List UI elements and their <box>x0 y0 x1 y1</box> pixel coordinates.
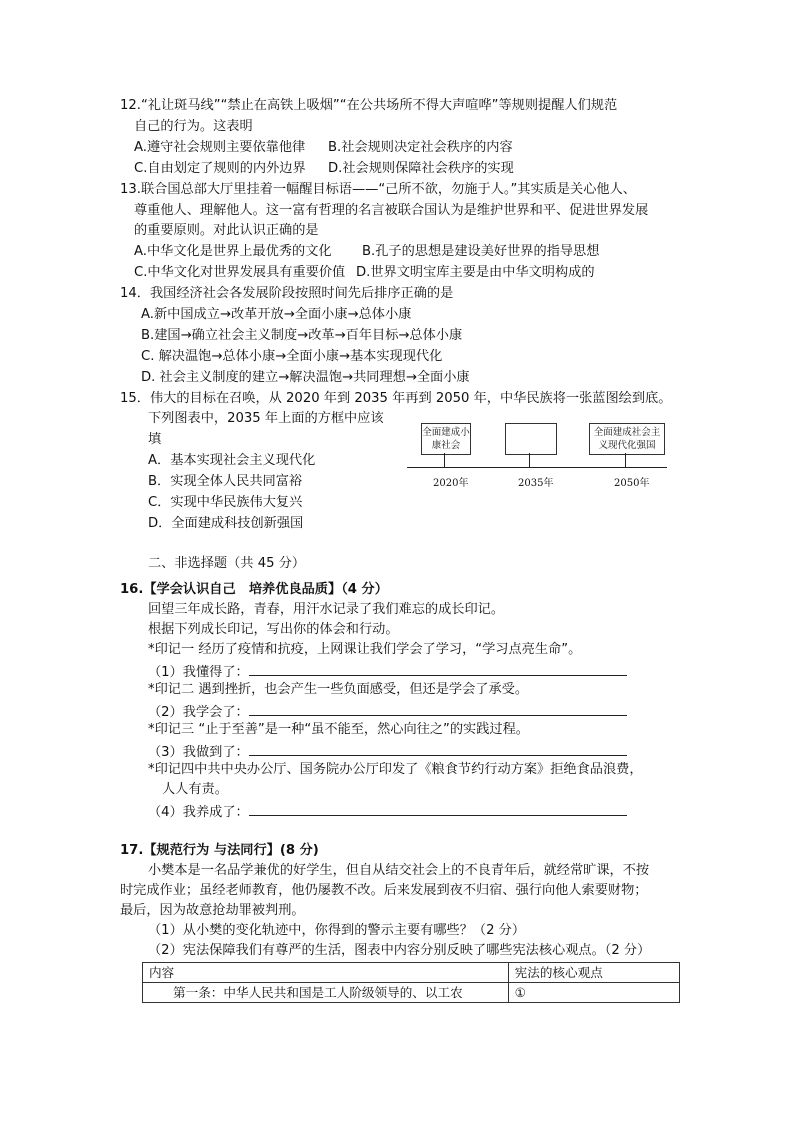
q14-option-a: A.新中国成立→改革开放→全面小康→总体小康 <box>141 307 412 322</box>
q12-stem-line2: 自己的行为。这表明 <box>134 119 253 134</box>
q17-para-line2: 时完成作业；虽经老师教育，他仍屡教不改。后来发展到夜不归宿、强行向他人索要财物； <box>120 883 648 898</box>
timeline-year-2020: 2020年 <box>433 478 469 489</box>
q17-para-line1: 小樊本是一名品学兼优的好学生，但自从结交社会上的不良青年后，就经常旷课，不按 <box>148 863 650 878</box>
timeline-box-2050 <box>589 423 665 455</box>
q15-stem-line2: 下列图表中，2035 年上面的方框中应该 <box>148 411 384 426</box>
table-header-content: 内容 <box>143 963 509 983</box>
q14-option-d: D. 社会主义制度的建立→解决温饱→共同理想→全面小康 <box>141 370 470 385</box>
q16-answer-4-blank[interactable] <box>249 801 627 816</box>
q16-intro-line2: 根据下列成长印记，写出你的体会和行动。 <box>148 622 399 637</box>
q16-mark-4-line1: *印记四中共中央办公厅、国务院办公厅印发了《粮食节约行动方案》拒绝食品浪费， <box>148 762 643 777</box>
q16-title: 16.【学会认识自己 培养优良品质】（4 分） <box>120 582 388 597</box>
table-cell-content: 第一条：中华人民共和国是工人阶级领导的、以工农 <box>143 983 509 1003</box>
q15-option-d: D．全面建成科技创新强国 <box>148 516 304 531</box>
q12-option-d: D.社会规则保障社会秩序的实现 <box>328 161 514 176</box>
q16-mark-1: *印记一 经历了疫情和抗疫，上网课让我们学会了学习，“学习点亮生命”。 <box>148 642 582 657</box>
q15-stem-line1: 15．伟大的目标在召唤，从 2020 年到 2035 年再到 2050 年，中华民族将一张蓝图绘到底。 <box>120 391 672 406</box>
q16-answer-1-blank[interactable] <box>249 661 627 676</box>
timeline-year-2050: 2050年 <box>614 478 650 489</box>
q16-answer-4: （4）我养成了： <box>148 801 627 822</box>
q16-answer-2: （2）我学会了： <box>148 701 627 722</box>
section-2-title: 二、非选择题（共 45 分） <box>148 556 306 571</box>
q17-title: 17.【规范行为 与法同行】(8 分) <box>120 843 319 858</box>
q15-stem-line3: 填 <box>148 432 162 447</box>
q12-option-a: A.遵守社会规则主要依靠他律 <box>134 140 306 155</box>
q16-answer-1: （1）我懂得了： <box>148 661 627 682</box>
timeline-figure <box>405 420 670 492</box>
q17-sub-question-1: （1）从小樊的变化轨迹中，你得到的警示主要有哪些？（2 分） <box>148 923 526 938</box>
table-header-core-view: 宪法的核心观点 <box>508 963 679 983</box>
q13-option-a: A.中华文化是世界上最优秀的文化 <box>134 244 332 259</box>
q15-option-c: C．实现中华民族伟大复兴 <box>148 495 303 510</box>
q13-stem-line3: 的重要原则。对此认识正确的是 <box>134 223 319 238</box>
table-cell-answer[interactable]: ① <box>508 983 679 1003</box>
q16-intro-line1: 回望三年成长路，青春，用汗水记录了我们难忘的成长印记。 <box>148 602 505 617</box>
timeline-tick-2035 <box>529 453 530 467</box>
q16-answer-2-blank[interactable] <box>249 701 627 716</box>
q16-answer-3: （3）我做到了： <box>148 741 627 762</box>
q14-option-c: C. 解决温饱→总体小康→全面小康→基本实现现代化 <box>141 349 443 364</box>
q12-option-c: C.自由划定了规则的内外边界 <box>134 161 306 176</box>
timeline-axis <box>407 467 667 468</box>
table-header-row <box>143 963 680 983</box>
timeline-box-2050-text: 全面建成社会主义现代化强国 <box>593 427 661 451</box>
q13-option-b: B.孔子的思想是建设美好世界的指导思想 <box>362 244 600 259</box>
timeline-box-2020-text: 全面建成小康社会 <box>422 427 470 451</box>
q17-para-line3: 最后，因为故意抢劫罪被判刑。 <box>120 903 305 918</box>
q15-option-b: B．实现全体人民共同富裕 <box>148 474 303 489</box>
q15-option-a: A．基本实现社会主义现代化 <box>148 453 316 468</box>
q12-stem-line1: 12.“礼让斑马线”“禁止在高铁上吸烟”“在公共场所不得大声喧哗”等规则提醒人们规范 <box>120 98 618 113</box>
timeline-box-2035-blank <box>505 423 557 455</box>
q14-option-b: B.建国→确立社会主义制度→改革→百年目标→总体小康 <box>141 328 463 343</box>
timeline-tick-2020 <box>444 453 445 467</box>
timeline-box-2020 <box>421 423 471 455</box>
table-row <box>143 983 680 1003</box>
timeline-tick-2050 <box>625 453 626 467</box>
q17-sub-question-2: （2）宪法保障我们有尊严的生活，图表中内容分别反映了哪些宪法核心观点。（2 分） <box>148 943 651 958</box>
timeline-year-2035: 2035年 <box>518 478 554 489</box>
q16-mark-3: *印记三 “止于至善”是一种“虽不能至，然心向往之”的实践过程。 <box>148 722 529 737</box>
q17-constitution-table <box>142 962 680 1003</box>
q16-mark-4-line2: 人人有责。 <box>162 782 228 797</box>
q16-answer-3-blank[interactable] <box>249 741 627 756</box>
q13-stem-line2: 尊重他人、理解他人。这一富有哲理的名言被联合国认为是维护世界和平、促进世界发展 <box>134 203 649 218</box>
q16-mark-2: *印记二 遇到挫折，也会产生一些负面感受，但还是学会了承受。 <box>148 682 529 697</box>
q13-option-d: D.世界文明宝库主要是由中华文明构成的 <box>356 265 595 280</box>
q13-stem-line1: 13.联合国总部大厅里挂着一幅醒目标语——“己所不欲，勿施于人。”其实质是关心他人、 <box>120 182 636 197</box>
q14-stem: 14．我国经济社会各发展阶段按照时间先后排序正确的是 <box>120 286 454 301</box>
q12-option-b: B.社会规则决定社会秩序的内容 <box>328 140 513 155</box>
q13-option-c: C.中华文化对世界发展具有重要价值 <box>134 265 346 280</box>
